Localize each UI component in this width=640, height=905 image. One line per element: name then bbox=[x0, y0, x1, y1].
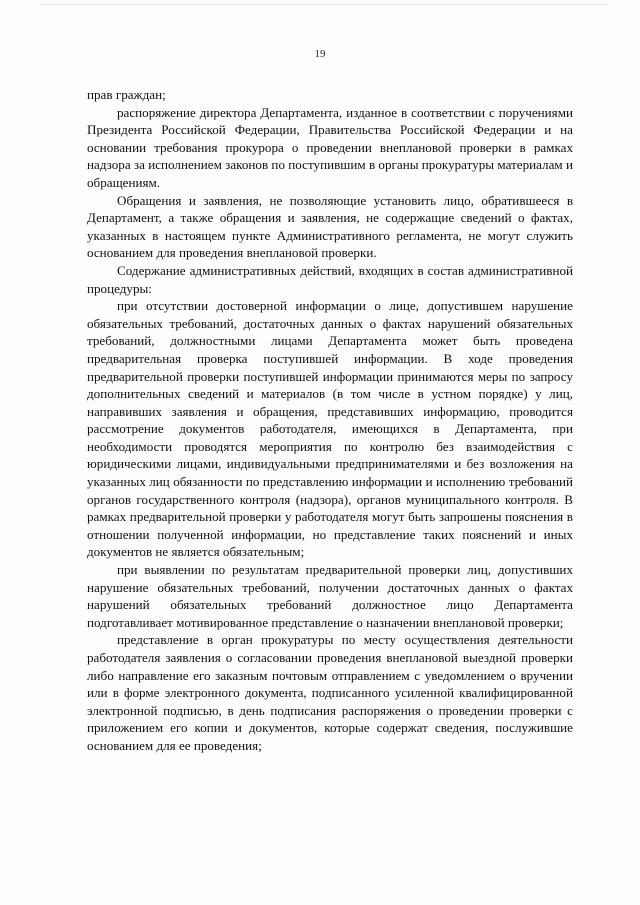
paragraph-preliminary-check: при отсутствии достоверной информации о лице, допустившем нарушение обязательных требований, достаточных данных о фактах нарушений обязательных требований, должностными лицами Департамента может быть проведена предварительная проверка поступившей информации. В ходе проведения предварительной проверки поступившей информации принимаются меры по запросу дополнительных сведений и материалов (в том числе в устном порядке) у лиц, направивших заявления и обращения, представивших информацию, проводится рассмотрение документов работодателя, имеющихся в Департамента, при необходимости проводятся мероприятия по контролю без взаимодействия с юридическими лицами, индивидуальными предпринимателями и без возложения на указанных лиц обязанности по представлению информации и исполнению требований органов государственного контроля (надзора), органов муниципального контроля. В рамках предварительной проверки у работодателя могут быть запрошены пояснения в отношении полученной информации, но представление таких пояснений и иных документов не является обязательным; bbox=[87, 298, 573, 560]
paragraph-prosecutor-submission: представление в орган прокуратуры по месту осуществления деятельности работодателя заявления о согласовании проведения внеплановой выездной проверки либо направление его заказным почтовым отправлением с уведомлением о вручении или в форме электронного документа, подписанного усиленной квалифицированной электронной подписью, в день подписания распоряжения о проведении проверки с приложением его копии и документов, которые содержат сведения, послужившие основанием для ее проведения; bbox=[87, 632, 573, 753]
scan-edge-marks bbox=[40, 4, 610, 11]
paragraph-check-results: при выявлении по результатам предварительной проверки лиц, допустивших нарушение обязательных требований, получении достаточных данных о фактах нарушений обязательных требований должностное лицо Департамента подготавливает мотивированное представление о назначении внеплановой проверки; bbox=[87, 562, 573, 630]
paragraph-anonymous-appeals: Обращения и заявления, не позволяющие установить лицо, обратившееся в Департамент, а также обращения и заявления, не содержащие сведений о фактах, указанных в настоящем пункте Административного регламента, не могут служить основанием для проведения внеплановой проверки. bbox=[87, 192, 573, 261]
paragraph-procedure-contents: Содержание административных действий, входящих в состав административной процедуры: bbox=[87, 262, 573, 296]
paragraph-director-order: распоряжение директора Департамента, изданное в соответствии с поручениями Президента Российской Федерации, Правительства Российской Федерации и на основании требования прокурора о проведении внеплановой проверки в рамках надзора за исполнением законов по поступившим в органы прокуратуры материалам и обращениям. bbox=[87, 104, 573, 190]
document-body bbox=[87, 86, 573, 755]
page-number: 19 bbox=[314, 48, 326, 60]
paragraph-rights-continuation: прав граждан; bbox=[87, 87, 166, 102]
